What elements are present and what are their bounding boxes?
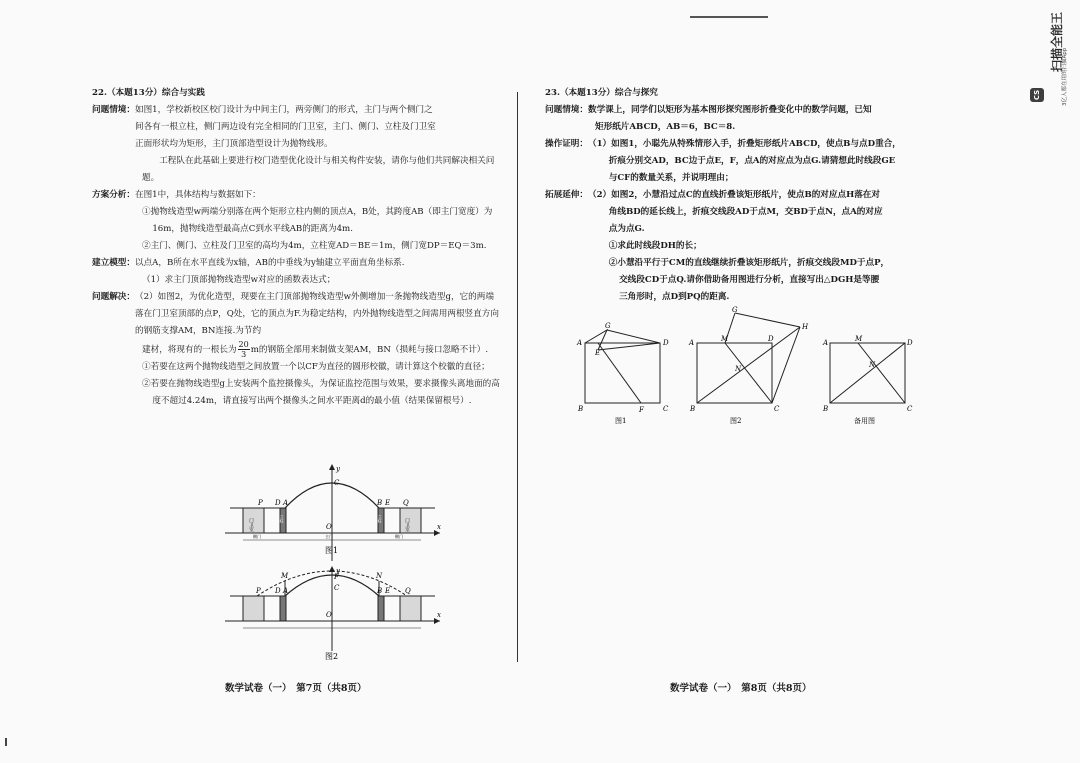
analysis-item-2: ②主门、侧门、立柱及门卫室的高均为4m，立柱宽AD＝BE＝1m，侧门宽DP＝EQ＝3m. (142, 241, 487, 251)
model-label: 建立模型： (92, 258, 135, 268)
q22-analysis (92, 187, 502, 204)
guard-label: 门卫室 (404, 518, 410, 532)
svg-text:N: N (735, 365, 742, 373)
proof-line: 与CF的数量关系，并说明理由； (608, 173, 734, 183)
svg-text:E: E (595, 349, 601, 357)
svg-text:D: D (663, 339, 669, 347)
label-b: B (377, 587, 383, 595)
proof-label: 操作证明： (545, 139, 588, 149)
guard-label: 门卫室 (248, 518, 254, 532)
svg-text:M: M (721, 335, 729, 343)
solve-text: m的钢筋全部用来制做支架AM，BN（损耗与接口忽略不计）. (250, 345, 489, 355)
svg-text:D: D (768, 335, 774, 343)
question-22 (92, 85, 502, 410)
page-footer: 数学试卷（一） 第7页（共8页） (225, 683, 367, 694)
svg-text:C: C (907, 405, 913, 413)
situation-line: 如图1，学校新校区校门设计为中间主门，两旁侧门的形式，主门与两个侧门之 (134, 105, 433, 115)
figure-caption: 图2 (325, 652, 339, 661)
q23-proof (545, 136, 965, 153)
watermark-subtitle: 3亿人都在用的扫描App (1062, 47, 1068, 106)
label-d: D (275, 587, 281, 595)
svg-text:G: G (732, 306, 738, 314)
label-a: A (283, 499, 289, 507)
label-n: N (376, 572, 383, 580)
svg-text:D: D (907, 339, 913, 347)
svg-text:B: B (578, 405, 584, 413)
svg-text:B: B (690, 405, 696, 413)
model-line-2: （1）求主门顶部抛物线造型w对应的函数表达式； (142, 275, 336, 285)
svg-text:M: M (855, 335, 863, 343)
svg-text:C: C (774, 405, 780, 413)
label-e: E (385, 587, 391, 595)
figure-caption: 备用图 (854, 417, 875, 425)
solve-item-2: ②若要在抛物线造型g上安装两个监控摄像头，为保证监控范围与效果，要求摄像头离地面的高度不超过4.24m，请直接写出两个摄像头之间水平距离d的最小值（结果保留根号）. (142, 379, 500, 406)
situation-line: 数学课上，同学们以矩形为基本图形探究图形折叠变化中的数学问题，已知 (587, 105, 872, 115)
label-x: x (437, 523, 441, 531)
extension-item-2: 交线段CD于点Q.请你借助备用图进行分析，直接写出△DGH是等腰 (619, 275, 880, 285)
label-b: B (377, 499, 383, 507)
analysis-label: 方案分析： (92, 190, 135, 200)
question-23 (545, 85, 965, 306)
solve-line-1: （2）如图2，为优化造型，现要在主门顶部抛物线造型w外侧增加一条抛物线造型g，它的两端落在门卫室顶部的点P，Q处，它的顶点为F.为稳定结构，内外抛物线造型之间需用两根竖直方向的钢筋支撑AM，BN连接.为节约 (134, 292, 499, 336)
svg-text:N: N (869, 361, 876, 369)
page-8 (520, 0, 1080, 763)
label-p: P (256, 587, 261, 595)
extension-line: 点为点G. (608, 224, 645, 234)
label-o: O (326, 611, 332, 619)
figure-2-gate (225, 566, 445, 666)
pillar-label: 立柱 (377, 515, 383, 523)
side-door-label: 侧门 (395, 534, 403, 539)
watermark-title: 扫描全能王 (1050, 11, 1064, 72)
label-q: Q (403, 499, 409, 507)
solve-label: 问题解决： (92, 292, 135, 302)
q23-figures (575, 305, 915, 430)
label-f: F (334, 573, 339, 581)
q23-situation (545, 102, 965, 119)
svg-text:A: A (823, 339, 829, 347)
situation-line: 间各有一根立柱，侧门两边设有完全相同的门卫室，主门、侧门、立柱及门卫室 (134, 122, 436, 132)
fold-figure-1 (576, 322, 669, 425)
label-p: P (258, 499, 263, 507)
situation-label: 问题情境： (92, 105, 135, 115)
q22-model (92, 255, 502, 272)
solve-item-1: ①若要在这两个抛物线造型之间放置一个以CF为直径的圆形校徽，请计算这个校徽的直径； (142, 362, 490, 372)
situation-line: 正面形状均为矩形，主门顶部造型设计为抛物线形。 (134, 139, 333, 149)
situation-label: 问题情境： (545, 105, 588, 115)
extension-label: 拓展延伸： (545, 190, 588, 200)
svg-text:H: H (802, 323, 809, 331)
svg-text:A: A (577, 339, 583, 347)
q22-solve (92, 289, 502, 340)
figure-caption: 图2 (730, 417, 742, 425)
svg-text:G: G (605, 322, 611, 330)
page-footer: 数学试卷（一） 第8页（共8页） (670, 683, 812, 694)
extension-line: 角线BD的延长线上，折痕交线段AD于点M，交BD于点N，点A的对应 (608, 207, 883, 217)
solve-text: 建材，将现有的一根长为 (142, 345, 237, 355)
svg-text:C: C (663, 405, 669, 413)
analysis-intro: 在图1中，具体结构与数据如下： (134, 190, 261, 200)
figure-1-gate (225, 463, 445, 563)
svg-text:F: F (639, 406, 644, 414)
spare-figure (822, 335, 913, 425)
extension-line: （2）如图2，小慧沿过点C的直线折叠该矩形纸片，使点B的对应点H落在对 (587, 190, 880, 200)
label-d: D (275, 499, 281, 507)
label-a: A (283, 587, 289, 595)
camscanner-logo-icon: CS (1030, 88, 1044, 102)
question-22-title: 22.（本题13分）综合与实践 (92, 88, 205, 98)
label-x: x (437, 611, 441, 619)
extension-item-2: 三角形时，点D到PQ的距离. (619, 292, 730, 302)
q23-extension (545, 187, 965, 204)
label-m: M (281, 572, 289, 580)
analysis-item-1: ①抛物线造型w两端分别落在两个矩形立柱内侧的顶点A，B处，其跨度AB（即主门宽度）为16m，抛物线造型最高点C到水平线AB的距离为4m. (142, 207, 493, 234)
proof-line: 折痕分别交AD，BC边于点E，F，点A的对应点为点G.请猜想此时线段GE (608, 156, 896, 166)
q22-situation (92, 102, 502, 153)
svg-text:A: A (689, 339, 695, 347)
label-o: O (326, 523, 332, 531)
page-7 (0, 0, 520, 763)
solve-line-2 (142, 340, 502, 359)
extension-item-2: ②小慧沿平行于CM的直线继续折叠该矩形纸片，折痕交线段MD于点P， (608, 258, 890, 268)
side-door-label: 侧门 (253, 534, 261, 539)
fraction-denominator: 3 (241, 350, 247, 359)
question-23-title: 23.（本题13分）综合与探究 (545, 88, 658, 98)
label-y: y (336, 567, 340, 575)
label-q: Q (405, 587, 411, 595)
figure-caption: 图1 (325, 546, 339, 555)
figure-caption: 图1 (615, 417, 627, 425)
fold-figure-2 (688, 306, 809, 425)
situation-line: 矩形纸片ABCD，AB＝6，BC＝8. (595, 122, 736, 132)
scanner-watermark (1022, 10, 1068, 110)
label-e: E (385, 499, 391, 507)
main-door-label: 主门 (325, 534, 333, 539)
pillar-label: 立柱 (279, 515, 285, 523)
extension-item-1: ①求此时线段DH的长； (608, 241, 702, 251)
situation-paragraph: 工程队在此基础上要进行校门造型优化设计与相关构件安装，请你与他们共同解决相关问题。 (142, 156, 495, 183)
label-c: C (334, 479, 340, 487)
label-y: y (336, 465, 340, 473)
proof-line: （1）如图1，小聪先从特殊情形入手，折叠矩形纸片ABCD，使点B与点D重合， (587, 139, 901, 149)
svg-text:B: B (823, 405, 829, 413)
label-c: C (334, 584, 340, 592)
model-line-1: 以点A，B所在水平直线为x轴，AB的中垂线为y轴建立平面直角坐标系. (134, 258, 405, 268)
fraction-numerator: 20 (238, 340, 249, 349)
fraction (238, 340, 250, 359)
